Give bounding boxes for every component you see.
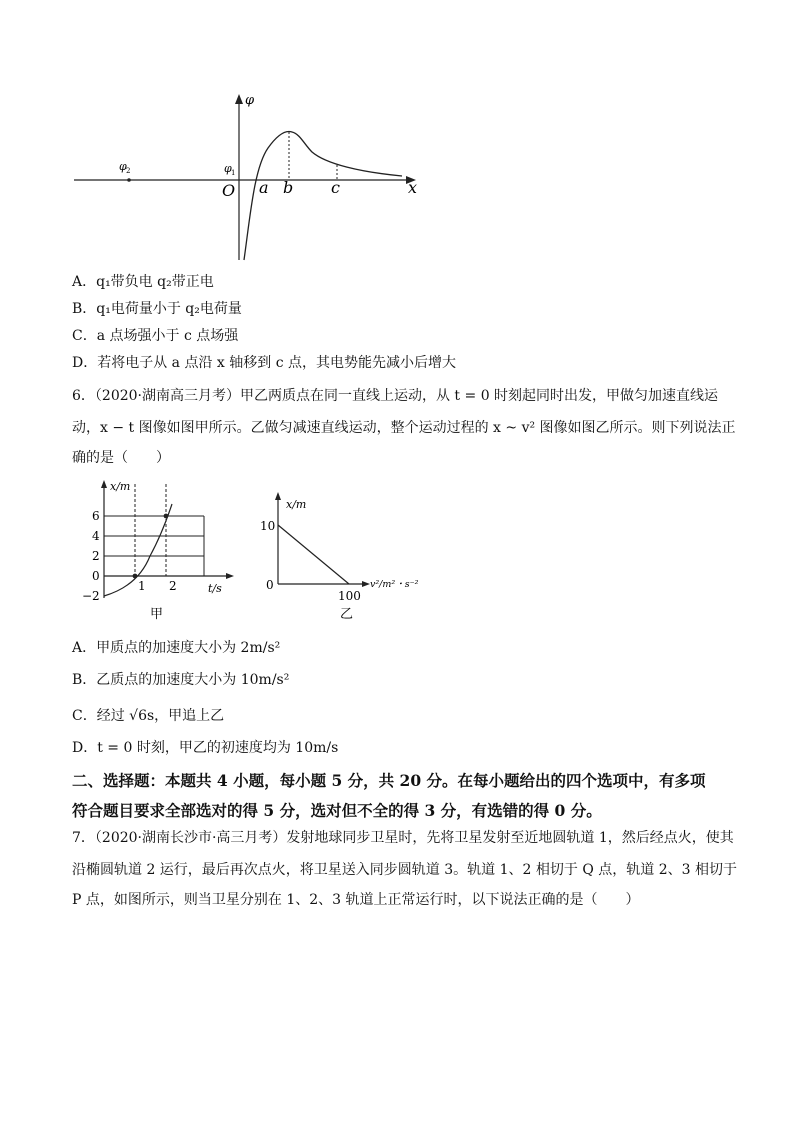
point-b-label: b bbox=[283, 178, 294, 197]
jia-point-2 bbox=[164, 514, 169, 519]
graph-jia bbox=[80, 476, 240, 626]
origin-label: O bbox=[222, 181, 236, 200]
q5-option-c: C．a 点场强小于 c 点场强 bbox=[72, 328, 239, 344]
jia-ytick-0: 0 bbox=[92, 569, 100, 583]
yi-xtick-100: 100 bbox=[338, 589, 361, 603]
jia-ytick-6: 6 bbox=[92, 509, 100, 523]
yi-origin: 0 bbox=[266, 578, 274, 592]
y-axis-arrow bbox=[235, 94, 243, 104]
section-2-heading-line-1: 二、选择题：本题共 4 小题，每小题 5 分，共 20 分。在每小题给出的四个选项中，有多项 bbox=[72, 771, 706, 790]
yi-x-label: v²/m²・s⁻² bbox=[370, 579, 419, 590]
y-axis-label: φ bbox=[245, 93, 255, 108]
jia-xtick-1: 1 bbox=[138, 579, 146, 593]
q6-option-b: B．乙质点的加速度大小为 10m/s² bbox=[72, 672, 290, 688]
q6-stem-line-1: 6．（2020·湖南高三月考）甲乙两质点在同一直线上运动，从 t = 0 时刻起同时出发，甲做匀加速直线运 bbox=[72, 388, 719, 404]
jia-point-1 bbox=[133, 574, 138, 579]
q7-stem-line-2: 沿椭圆轨道 2 运行，最后再次点火，将卫星送入同步圆轨道 3。轨道 1、2 相切于 Q 点，轨道 2、3 相切于 bbox=[72, 862, 737, 878]
phi2-subscript: 2 bbox=[126, 167, 131, 175]
q5-option-a: A．q₁带负电 q₂带正电 bbox=[72, 274, 214, 290]
potential-graph bbox=[60, 88, 430, 268]
q6-stem-line-2: 动，x − t 图像如图甲所示。乙做匀减速直线运动，整个运动过程的 x ~ v² 图像如图乙所示。则下列说法正 bbox=[72, 420, 736, 436]
q6-option-a: A．甲质点的加速度大小为 2m/s² bbox=[72, 640, 281, 656]
jia-x-label: t/s bbox=[208, 582, 222, 595]
yi-y-label: x/m bbox=[286, 498, 307, 511]
yi-line bbox=[278, 525, 349, 584]
x-axis-label: x bbox=[408, 178, 418, 197]
q6-option-d: D．t = 0 时刻，甲乙的初速度均为 10m/s bbox=[72, 740, 339, 756]
q5-option-d: D．若将电子从 a 点沿 x 轴移到 c 点，其电势能先减小后增大 bbox=[72, 355, 457, 371]
jia-ytick-4: 4 bbox=[92, 529, 100, 543]
jia-y-label: x/m bbox=[110, 480, 131, 493]
q6-stem-line-3: 确的是（ ） bbox=[72, 450, 170, 466]
yi-x-arrow bbox=[362, 581, 370, 587]
point-a-label: a bbox=[259, 178, 269, 197]
jia-ytick-2: 2 bbox=[92, 549, 100, 563]
jia-y-arrow bbox=[101, 480, 107, 488]
q5-option-b: B．q₁电荷量小于 q₂电荷量 bbox=[72, 301, 242, 317]
section-2-heading-line-2: 符合题目要求全部选对的得 5 分，选对但不全的得 3 分，有选错的得 0 分。 bbox=[72, 801, 602, 820]
yi-y-arrow bbox=[275, 492, 281, 500]
jia-ytick-neg2: −2 bbox=[82, 589, 100, 603]
jia-xtick-2: 2 bbox=[169, 579, 177, 593]
yi-ytick-10: 10 bbox=[260, 519, 276, 533]
phi2-point bbox=[127, 178, 131, 182]
q6-option-c: C．经过 √6s，甲追上乙 bbox=[72, 708, 225, 724]
jia-caption: 甲 bbox=[150, 607, 164, 622]
q7-stem-line-1: 7．（2020·湖南长沙市·高三月考）发射地球同步卫星时，先将卫星发射至近地圆轨道 1，然后经点火，使其 bbox=[72, 830, 734, 846]
yi-caption: 乙 bbox=[340, 607, 354, 620]
jia-x-arrow bbox=[226, 573, 234, 579]
phi2-label: φ bbox=[119, 160, 127, 173]
point-c-label: c bbox=[331, 178, 340, 197]
phi1-subscript: 1 bbox=[231, 169, 236, 177]
graph-yi bbox=[252, 490, 442, 620]
q7-stem-line-3: P 点，如图所示，则当卫星分别在 1、2、3 轨道上正常运行时，以下说法正确的是（ ） bbox=[72, 892, 640, 908]
phi1-label: φ bbox=[224, 162, 232, 175]
